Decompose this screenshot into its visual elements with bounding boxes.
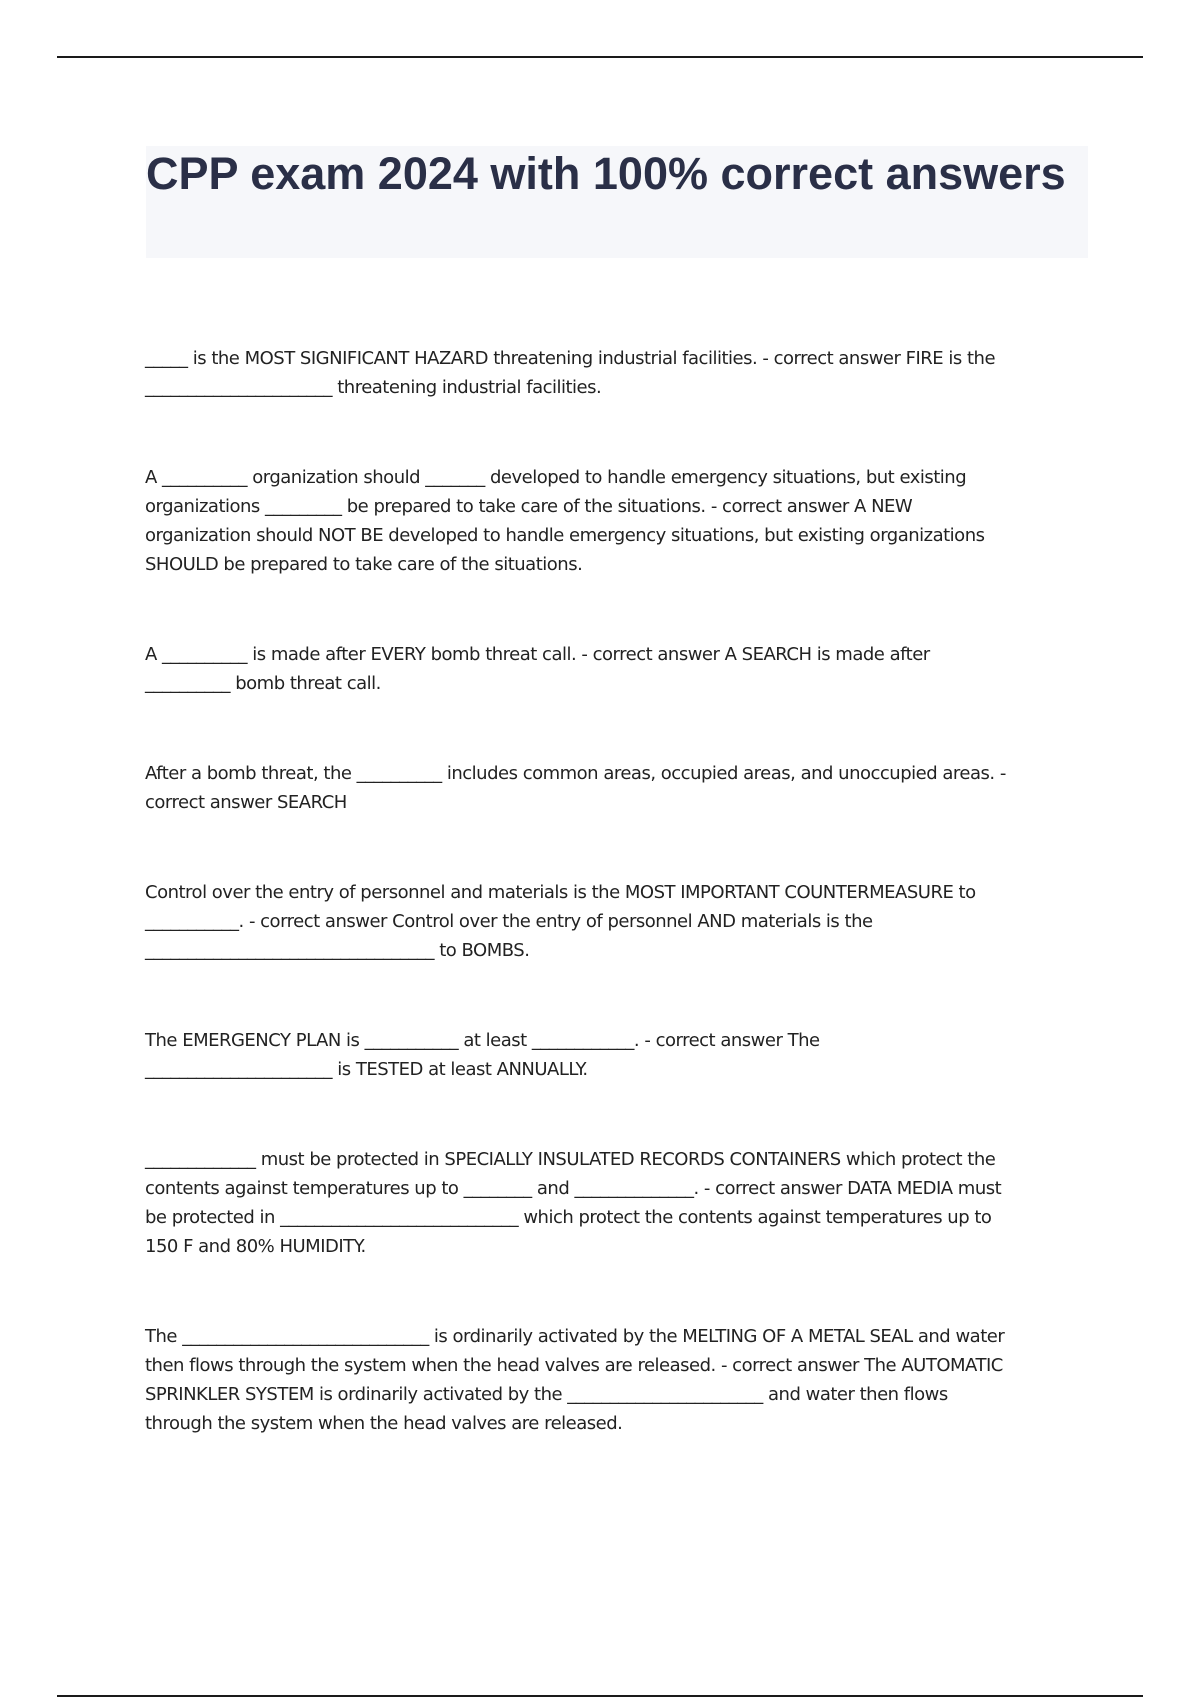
question-answer: _____________ must be protected in SPECIALLY INSULATED RECORDS CONTAINERS which protect the contents against temperatures up to ________ and ______________. - correct answer DATA MEDIA must be protected in ____________________________ which protect the contents against temperatures up to 150 F and 80% HUMIDITY. <box>145 1149 1002 1257</box>
question-answer: A __________ is made after EVERY bomb threat call. - correct answer A SEARCH is made after __________ bomb threat call. <box>145 644 930 694</box>
question-answer: A __________ organization should _______ developed to handle emergency situations, but existing organizations _________ be prepared to take care of the situations. - correct answer A NEW organization should NOT BE developed to handle emergency situations, but existing organizations SHOULD be prepared to take care of the situations. <box>145 467 985 575</box>
page-title: CPP exam 2024 with 100% correct answers <box>146 148 1066 199</box>
question-answer: Control over the entry of personnel and materials is the MOST IMPORTANT COUNTERMEASURE to ___________. - correct answer Control over the entry of personnel AND materials is the __________________________________ to BOMBS. <box>145 882 976 961</box>
question-answer: The _____________________________ is ordinarily activated by the MELTING OF A METAL SEAL and water then flows through the system when the head valves are released. - correct answer The AUTOMATIC SPRINKLER SYSTEM is ordinarily activated by the _______________________ and water then flows through the system when the head valves are released. <box>145 1326 1005 1434</box>
question-list <box>145 344 1095 1499</box>
top-rule <box>57 56 1143 58</box>
question-answer: After a bomb threat, the __________ includes common areas, occupied areas, and unoccupied areas. - correct answer SEARCH <box>145 763 1006 813</box>
bottom-rule <box>57 1695 1143 1697</box>
question-answer: _____ is the MOST SIGNIFICANT HAZARD threatening industrial facilities. - correct answer FIRE is the ______________________ threatening industrial facilities. <box>145 348 996 398</box>
question-answer: The EMERGENCY PLAN is ___________ at least ____________. - correct answer The ______________________ is TESTED at least ANNUALLY. <box>145 1030 820 1080</box>
